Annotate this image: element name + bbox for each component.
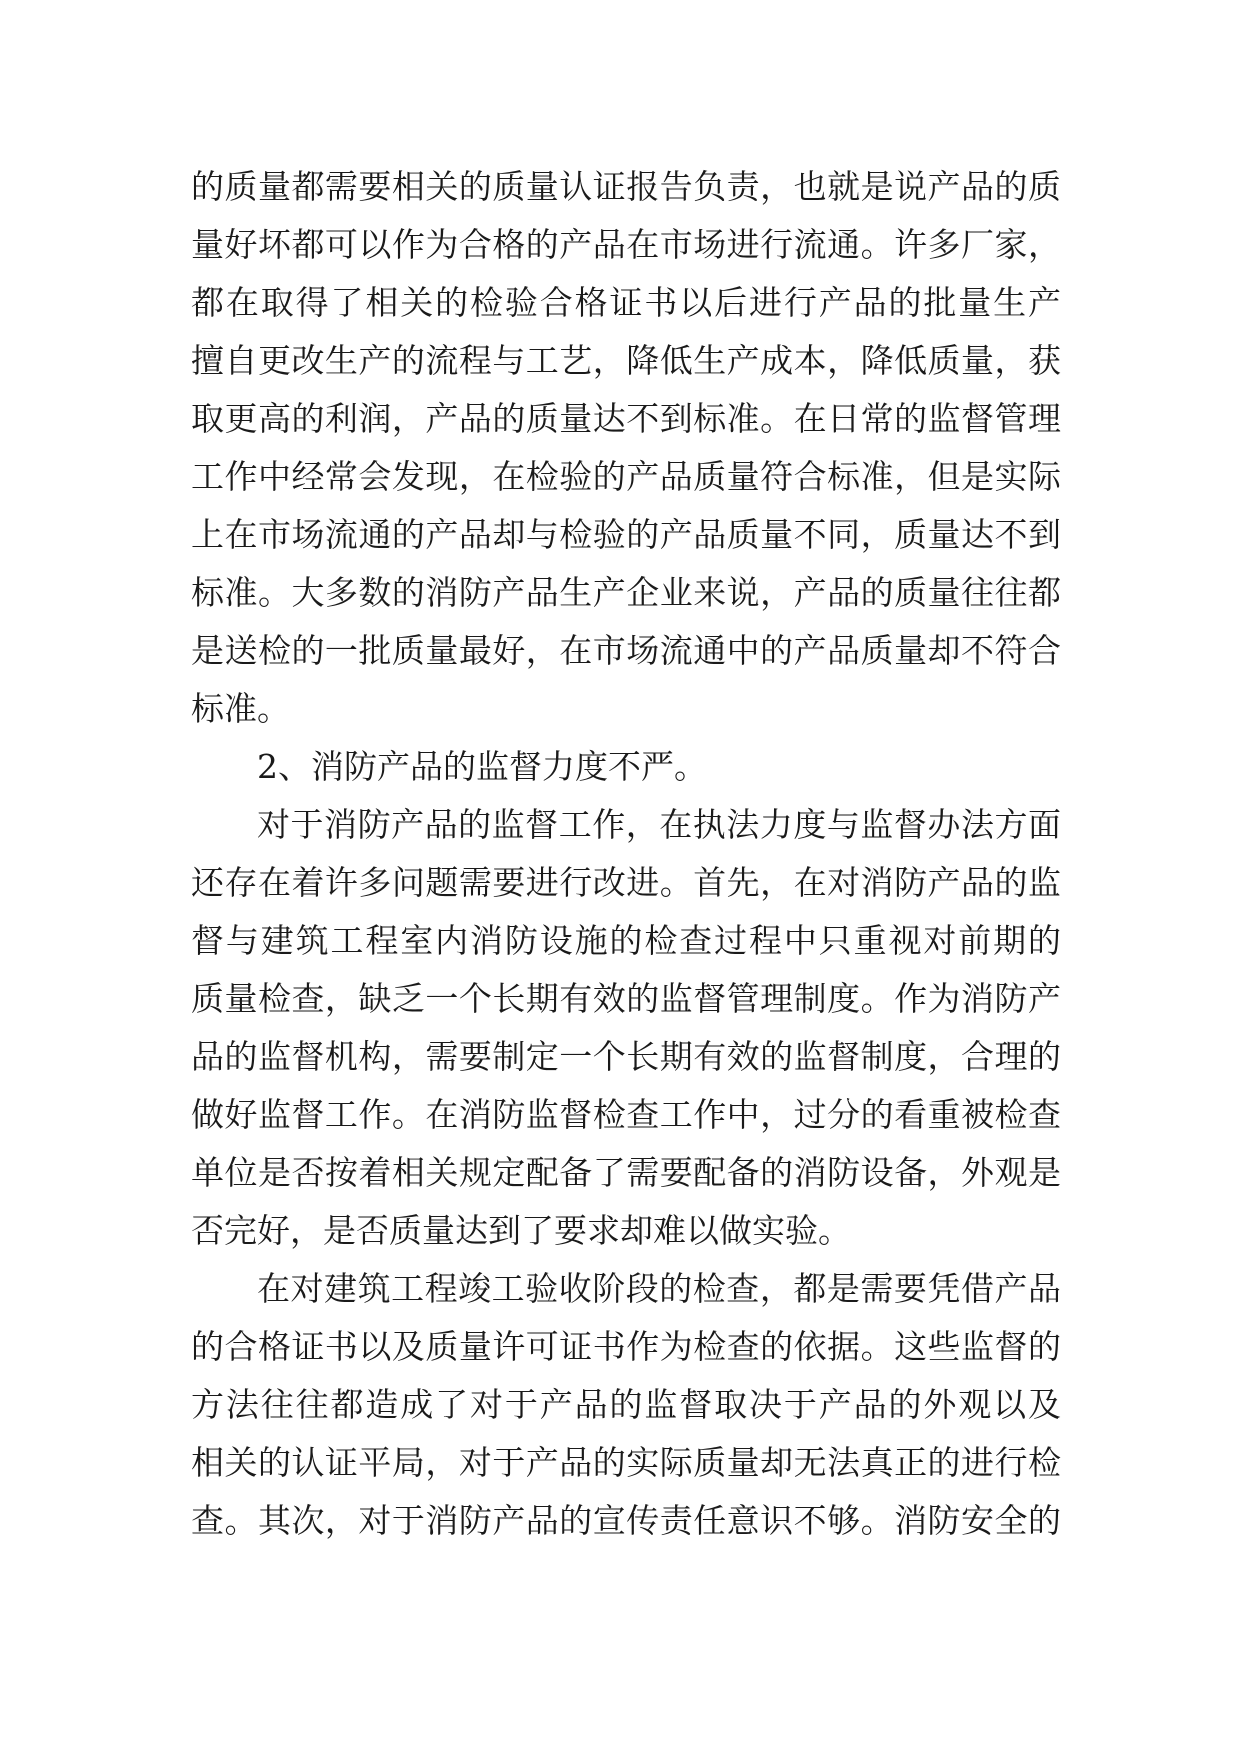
text-line: 的合格证书以及质量许可证书作为检查的依据。这些监督的 — [191, 1327, 1061, 1366]
body-text — [191, 158, 1061, 1550]
text-line: 标准。大多数的消防产品生产企业来说，产品的质量往往都 — [191, 573, 1061, 612]
text-line: 否完好，是否质量达到了要求却难以做实验。 — [191, 1211, 851, 1250]
text-line: 在对建筑工程竣工验收阶段的检查，都是需要凭借产品 — [257, 1269, 1061, 1308]
text-line: 还存在着许多问题需要进行改进。首先，在对消防产品的监 — [191, 863, 1061, 902]
text-line: 擅自更改生产的流程与工艺，降低生产成本，降低质量，获 — [191, 341, 1061, 380]
text-line: 上在市场流通的产品却与检验的产品质量不同，质量达不到 — [191, 515, 1061, 554]
text-line: 质量检查，缺乏一个长期有效的监督管理制度。作为消防产 — [191, 979, 1061, 1018]
text-line: 量好坏都可以作为合格的产品在市场进行流通。许多厂家， — [191, 225, 1061, 264]
text-line: 标准。 — [191, 689, 290, 728]
text-line: 方法往往都造成了对于产品的监督取决于产品的外观以及 — [191, 1385, 1061, 1424]
text-line: 的质量都需要相关的质量认证报告负责，也就是说产品的质 — [191, 167, 1061, 206]
text-line: 是送检的一批质量最好，在市场流通中的产品质量却不符合 — [191, 631, 1061, 670]
text-line: 工作中经常会发现，在检验的产品质量符合标准，但是实际 — [191, 457, 1061, 496]
text-line: 单位是否按着相关规定配备了需要配备的消防设备，外观是 — [191, 1153, 1061, 1192]
section-heading: 2、消防产品的监督力度不严。 — [257, 747, 707, 786]
text-line: 品的监督机构，需要制定一个长期有效的监督制度，合理的 — [191, 1037, 1061, 1076]
text-line: 督与建筑工程室内消防设施的检查过程中只重视对前期的 — [191, 921, 1061, 960]
text-line: 取更高的利润，产品的质量达不到标准。在日常的监督管理 — [191, 399, 1061, 438]
text-line: 查。其次，对于消防产品的宣传责任意识不够。消防安全的 — [191, 1501, 1061, 1540]
text-line: 对于消防产品的监督工作，在执法力度与监督办法方面 — [257, 805, 1061, 844]
text-line: 都在取得了相关的检验合格证书以后进行产品的批量生产 — [191, 283, 1061, 322]
text-line: 做好监督工作。在消防监督检查工作中，过分的看重被检查 — [191, 1095, 1061, 1134]
text-line: 相关的认证平局，对于产品的实际质量却无法真正的进行检 — [191, 1443, 1061, 1482]
